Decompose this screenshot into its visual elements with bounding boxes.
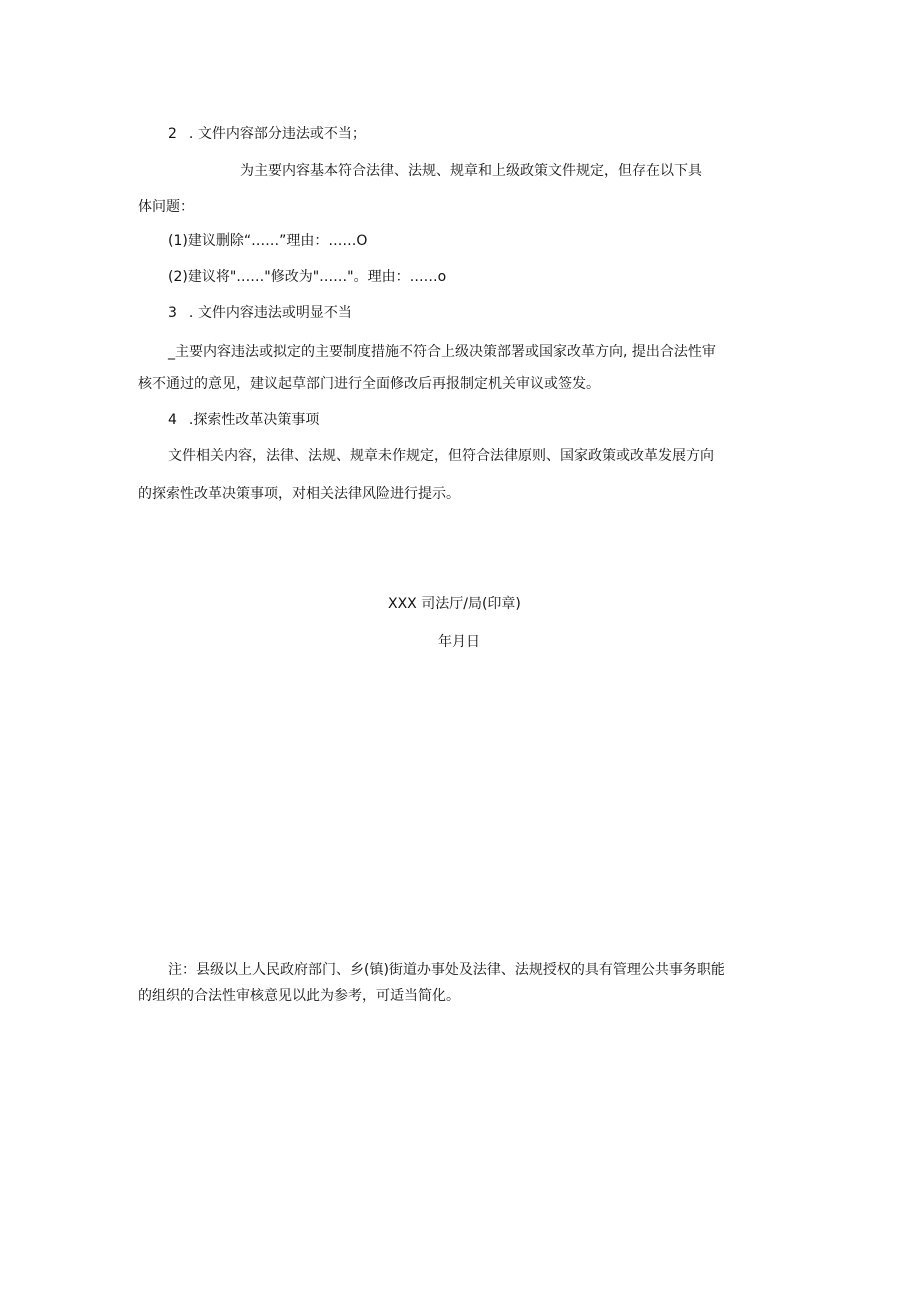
item-2-suggestion-1: (1)建议删除“……”理由：……O [168,233,368,249]
signature-date: 年月日 [438,634,480,650]
item-2-paragraph-line-2: 体问题： [138,199,194,215]
item-3-number: 3 [168,305,177,321]
item-2-suggestion-2: (2)建议将"……"修改为"……"。理由：……o [168,269,447,285]
item-3-paragraph-line-2: 核不通过的意见，建议起草部门进行全面修改后再报制定机关审议或签发。 [138,376,600,392]
note-line-1: 注：县级以上人民政府部门、乡(镇)街道办事处及法律、法规授权的具有管理公共事务职能 [168,962,725,978]
item-3-heading [168,303,352,323]
item-2-number: 2 [168,126,177,142]
note-line-2: 的组织的合法性审核意见以此为参考，可适当简化。 [138,988,460,1004]
item-2-paragraph-line-1: 为主要内容基本符合法律、法规、规章和上级政策文件规定，但存在以下具 [240,163,702,179]
signature-issuer: XXX 司法厅/局(印章) [388,596,521,612]
item-2-title: . 文件内容部分违法或不当； [188,126,366,142]
item-4-heading [168,410,319,430]
item-4-title: .探索性改革决策事项 [188,412,320,428]
item-3-title: . 文件内容违法或明显不当 [188,305,352,321]
item-2-heading [168,124,366,144]
item-4-number: 4 [168,412,177,428]
item-4-paragraph-line-2: 的探索性改革决策事项，对相关法律风险进行提示。 [138,486,460,502]
item-3-paragraph-line-1: _主要内容违法或拟定的主要制度措施不符合上级决策部署或国家改革方向, 提出合法性审 [168,344,716,360]
item-4-paragraph-line-1: 文件相关内容，法律、法规、规章未作规定，但符合法律原则、国家政策或改革发展方向 [168,448,714,464]
